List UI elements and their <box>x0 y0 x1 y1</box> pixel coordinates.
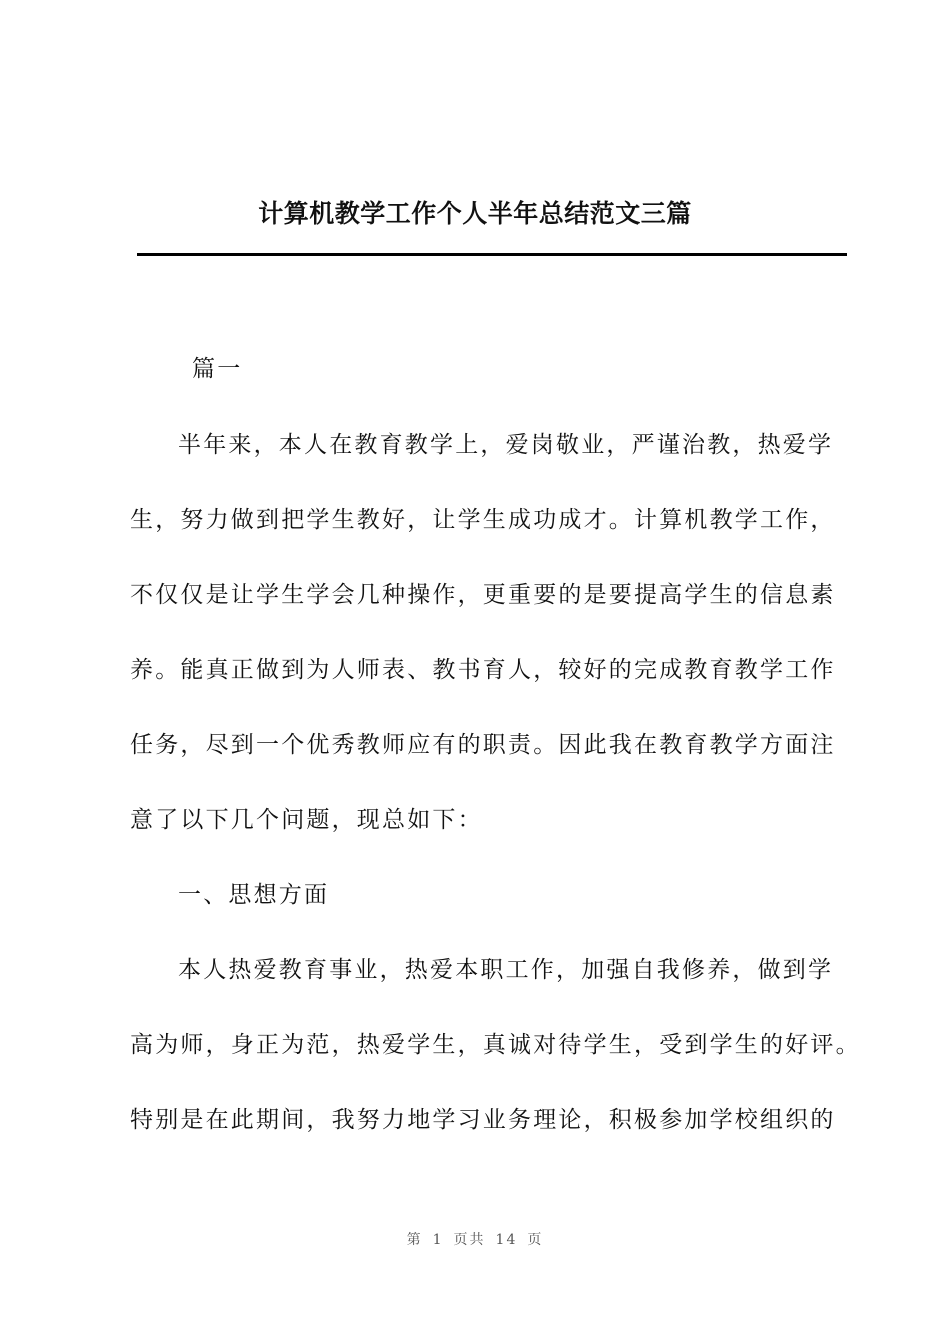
paragraph-line-9: 特别是在此期间，我努力地学习业务理论，积极参加学校组织的 <box>130 1107 836 1133</box>
paragraph-line-1: 半年来，本人在教育教学上，爱岗敬业，严谨治教，热爱学 <box>178 432 834 458</box>
footer-current-page: 1 <box>432 1232 444 1248</box>
document-title: 计算机教学工作个人半年总结范文三篇 <box>258 199 692 228</box>
paragraph-line-7: 本人热爱教育事业，热爱本职工作，加强自我修养，做到学 <box>178 957 834 983</box>
subheading-thought: 一、思想方面 <box>178 882 330 908</box>
section-heading-part-one: 篇一 <box>192 356 243 382</box>
paragraph-line-2: 生，努力做到把学生教好，让学生成功成才。计算机教学工作， <box>130 507 836 533</box>
footer-suffix: 页 <box>527 1232 544 1248</box>
footer-mid: 页共 <box>453 1232 486 1248</box>
paragraph-line-8: 高为师，身正为范，热爱学生，真诚对待学生，受到学生的好评。 <box>130 1032 861 1058</box>
page-footer <box>0 1229 950 1249</box>
title-underline <box>137 253 847 256</box>
paragraph-line-3: 不仅仅是让学生学会几种操作，更重要的是要提高学生的信息素 <box>130 582 836 608</box>
paragraph-line-5: 任务，尽到一个优秀教师应有的职责。因此我在教育教学方面注 <box>130 732 836 758</box>
footer-prefix: 第 <box>406 1232 423 1248</box>
footer-total-pages: 14 <box>495 1232 518 1248</box>
paragraph-line-4: 养。能真正做到为人师表、教书育人，较好的完成教育教学工作 <box>130 657 836 683</box>
paragraph-line-6: 意了以下几个问题，现总如下： <box>130 807 483 833</box>
